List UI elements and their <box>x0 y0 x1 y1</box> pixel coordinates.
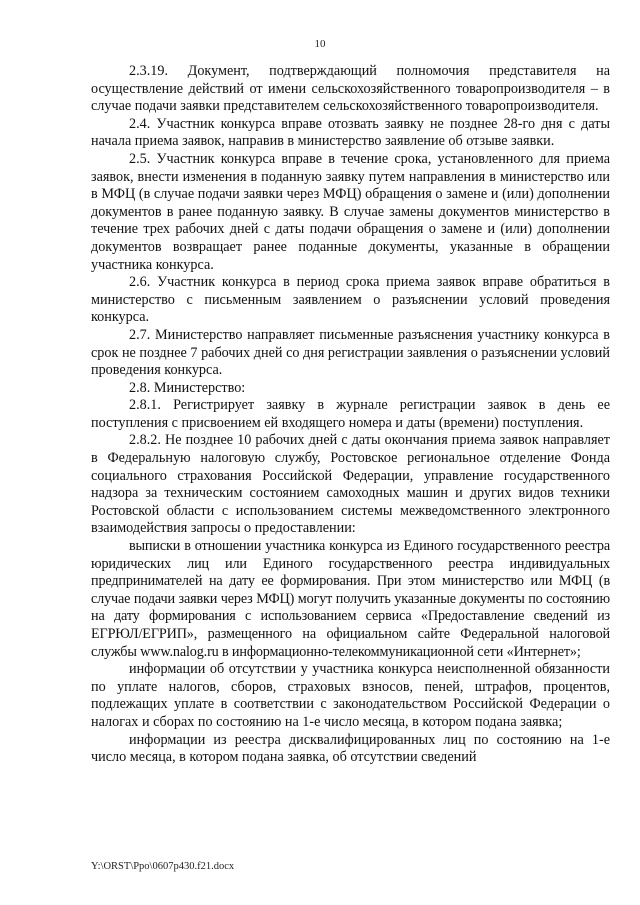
paragraph-2-8-2: 2.8.2. Не позднее 10 рабочих дней с даты окончания приема заявок направляет в Федеральную налоговую службу, Ростовское региональное отделение Фонда социального страхования Российской Федерации, управление государственного надзора за техническим состоянием самоходных машин и других видов техники Ростовской области с использованием системы межведомственного электронного взаимодействия запросы о предоставлении: <box>91 432 610 537</box>
paragraph-2-7: 2.7. Министерство направляет письменные разъяснения участнику конкурса в срок не позднее 7 рабочих дней со дня регистрации заявления о разъяснении условий проведения конкурса. <box>91 326 610 379</box>
paragraph-2-4: 2.4. Участник конкурса вправе отозвать заявку не позднее 28-го дня с даты начала приема заявок, направив в министерство заявление об отзыве заявки. <box>91 115 610 150</box>
footer-file-path: Y:\ORST\Ppo\0607p430.f21.docx <box>91 861 235 872</box>
list-item-tax-info: информации об отсутствии у участника конкурса неисполненной обязанности по уплате налогов, сборов, страховых взносов, пеней, штрафов, процентов, подлежащих уплате в соответствии с законодательством Российской Федерации о налогах и сборах по состоянию на 1-е число месяца, в котором подана заявка; <box>91 661 610 730</box>
paragraph-2-8-1: 2.8.1. Регистрирует заявку в журнале регистрации заявок в день ее поступления с присвоением ей входящего номера и даты (времени) поступления. <box>91 397 610 431</box>
paragraph-2-8: 2.8. Министерство: <box>129 379 246 396</box>
paragraph-2-5: 2.5. Участник конкурса вправе в течение срока, установленного для приема заявок, внести изменения в поданную заявку путем направления в министерство или в МФЦ (в случае подачи заявки через МФЦ) обращения о замене и (или) дополнении документов в ранее поданную заявку. В случае замены документов министерство в течение трех рабочих дней с даты подачи обращения о замене и (или) дополнении документов возвращает ранее поданные документы, указанные в обращении участника конкурса. <box>91 150 610 273</box>
paragraph-2-6: 2.6. Участник конкурса в период срока приема заявок вправе обратиться в министерство с письменным заявлением о разъяснении условий проведения конкурса. <box>91 274 610 326</box>
paragraph-2-3-19: 2.3.19. Документ, подтверждающий полномочия представителя на осуществление действий от имени сельскохозяйственного товаропроизводителя – в случае подачи заявки представителем сельскохозяйственного товаропроизводителя. <box>91 63 610 115</box>
document-body <box>91 63 610 767</box>
list-item-egrul-extract: выписки в отношении участника конкурса из Единого государственного реестра юридических лиц или Единого государственного реестра индивидуальных предпринимателей на дату ее формирования. При этом министерство или МФЦ (в случае подачи заявки через МФЦ) могут получить указанные документы по состоянию на дату формирования с использованием сервиса «Предоставление сведений из ЕГРЮЛ/ЕГРИП», размещенного на официальном сайте Федеральной налоговой службы www.nalog.ru в информационно-телекоммуникационной сети «Интернет»; <box>91 538 610 660</box>
page-number: 10 <box>314 38 326 50</box>
list-item-disqualified-registry: информации из реестра дисквалифицированных лиц по состоянию на 1-е число месяца, в котором подана заявка, об отсутствии сведений <box>91 731 610 766</box>
